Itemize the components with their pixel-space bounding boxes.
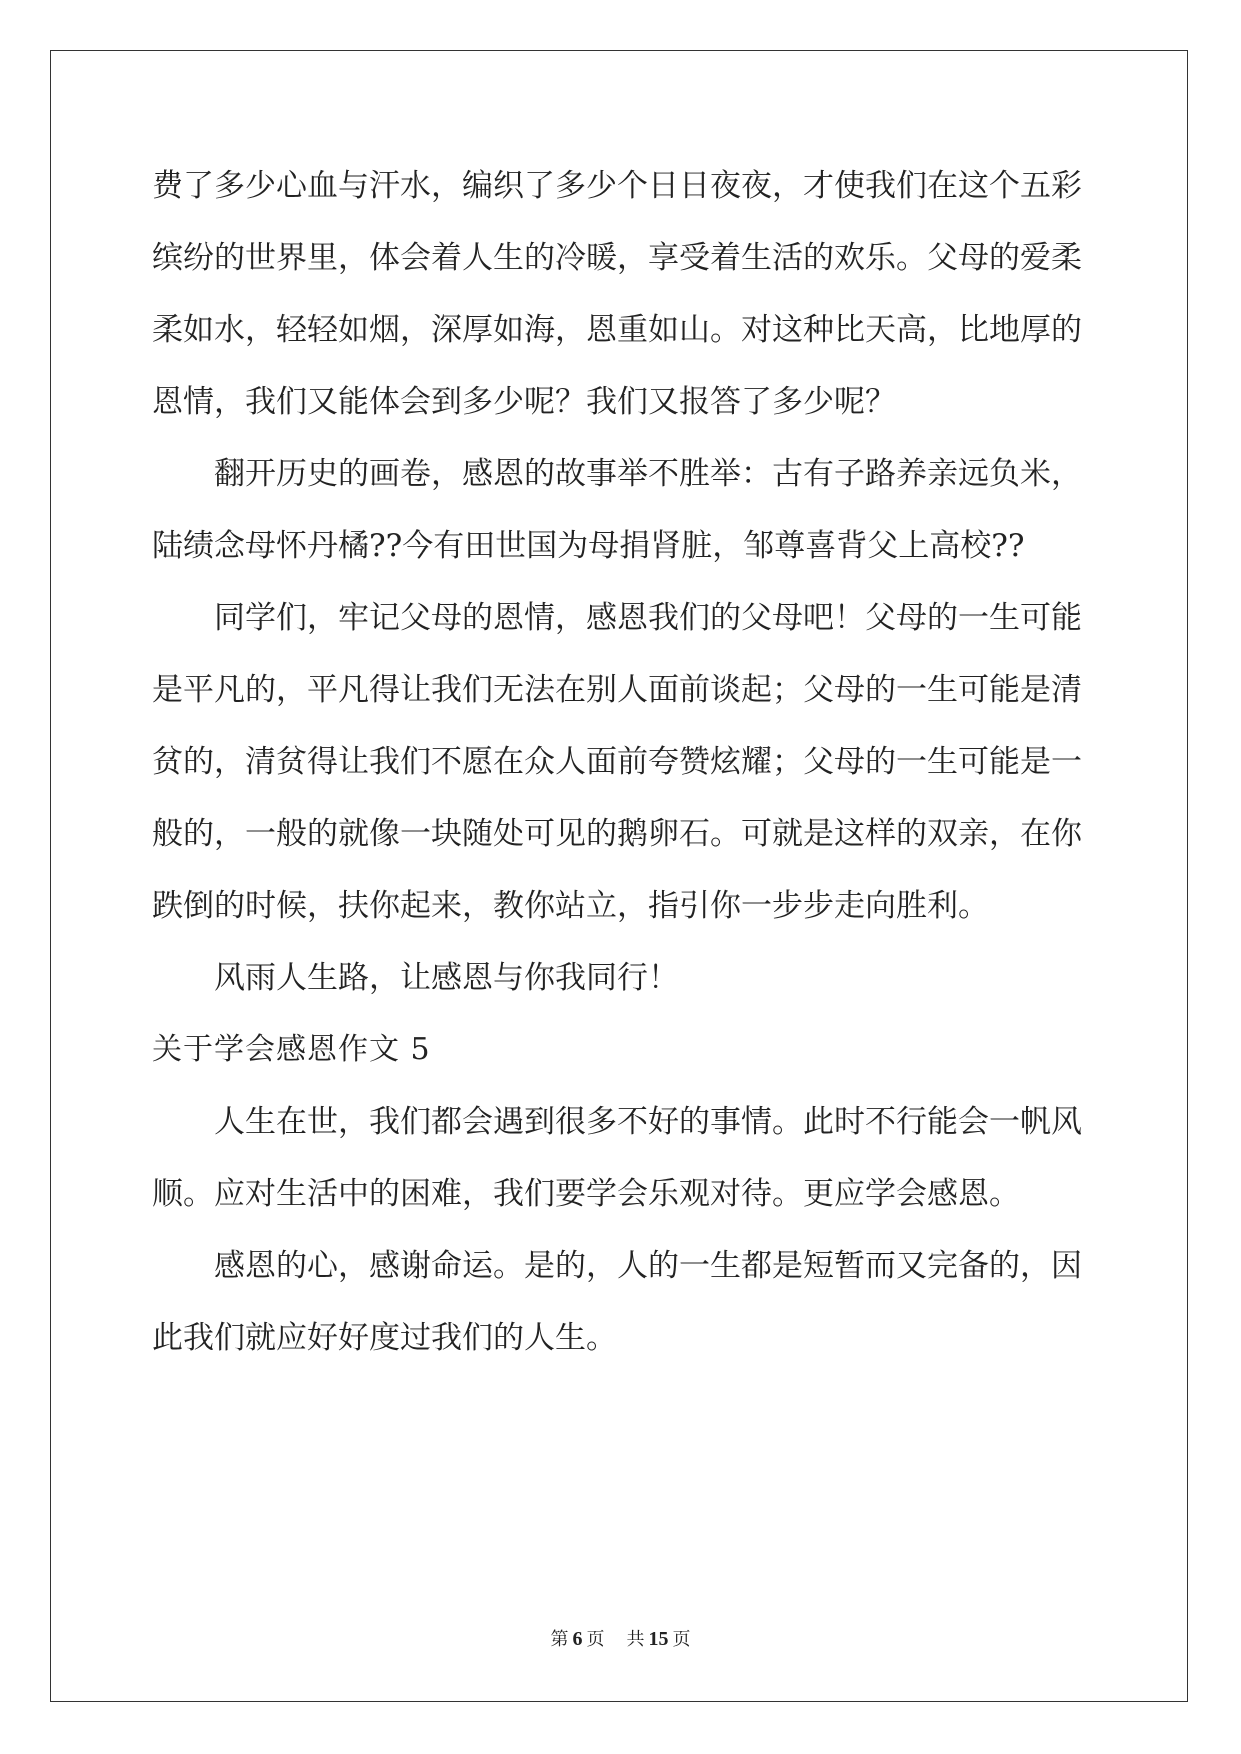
footer-total-pages: 15 — [648, 1628, 669, 1650]
text-line: 同学们，牢记父母的恩情，感恩我们的父母吧！父母的一生可能 — [214, 600, 1082, 636]
text-line: 陆绩念母怀丹橘??今有田世国为母捐肾脏，邹尊喜背父上高校?? — [152, 528, 1025, 564]
text-line: 风雨人生路，让感恩与你我同行！ — [214, 960, 679, 996]
footer-page-unit: 页 — [586, 1629, 605, 1650]
text-line: 贫的，清贫得让我们不愿在众人面前夸赞炫耀；父母的一生可能是一 — [152, 744, 1082, 780]
page-frame — [50, 50, 1188, 1702]
footer-page-number: 6 — [572, 1628, 583, 1650]
text-line: 柔如水，轻轻如烟，深厚如海，恩重如山。对这种比天高，比地厚的 — [152, 312, 1082, 348]
text-line: 翻开历史的画卷，感恩的故事举不胜举：古有子路养亲远负米， — [214, 456, 1082, 492]
text-line: 般的，一般的就像一块随处可见的鹅卵石。可就是这样的双亲，在你 — [152, 816, 1082, 852]
footer-prefix: 第 — [550, 1629, 569, 1650]
text-line: 顺。应对生活中的困难，我们要学会乐观对待。更应学会感恩。 — [152, 1176, 1020, 1212]
section-heading: 关于学会感恩作文 5 — [152, 1032, 431, 1067]
footer-total-unit: 页 — [672, 1629, 691, 1650]
text-line: 跌倒的时候，扶你起来，教你站立，指引你一步步走向胜利。 — [152, 888, 989, 924]
footer-total-prefix: 共 — [626, 1629, 645, 1650]
text-line: 恩情，我们又能体会到多少呢？我们又报答了多少呢？ — [152, 384, 896, 420]
text-line: 缤纷的世界里，体会着人生的冷暖，享受着生活的欢乐。父母的爱柔 — [152, 240, 1082, 276]
text-line: 感恩的心，感谢命运。是的，人的一生都是短暂而又完备的，因 — [214, 1248, 1082, 1284]
text-line: 人生在世，我们都会遇到很多不好的事情。此时不行能会一帆风 — [214, 1104, 1082, 1140]
text-line: 是平凡的，平凡得让我们无法在别人面前谈起；父母的一生可能是清 — [152, 672, 1082, 708]
text-line: 此我们就应好好度过我们的人生。 — [152, 1320, 617, 1356]
page-footer — [0, 1625, 1241, 1651]
text-line: 费了多少心血与汗水，编织了多少个日日夜夜，才使我们在这个五彩 — [152, 168, 1082, 204]
